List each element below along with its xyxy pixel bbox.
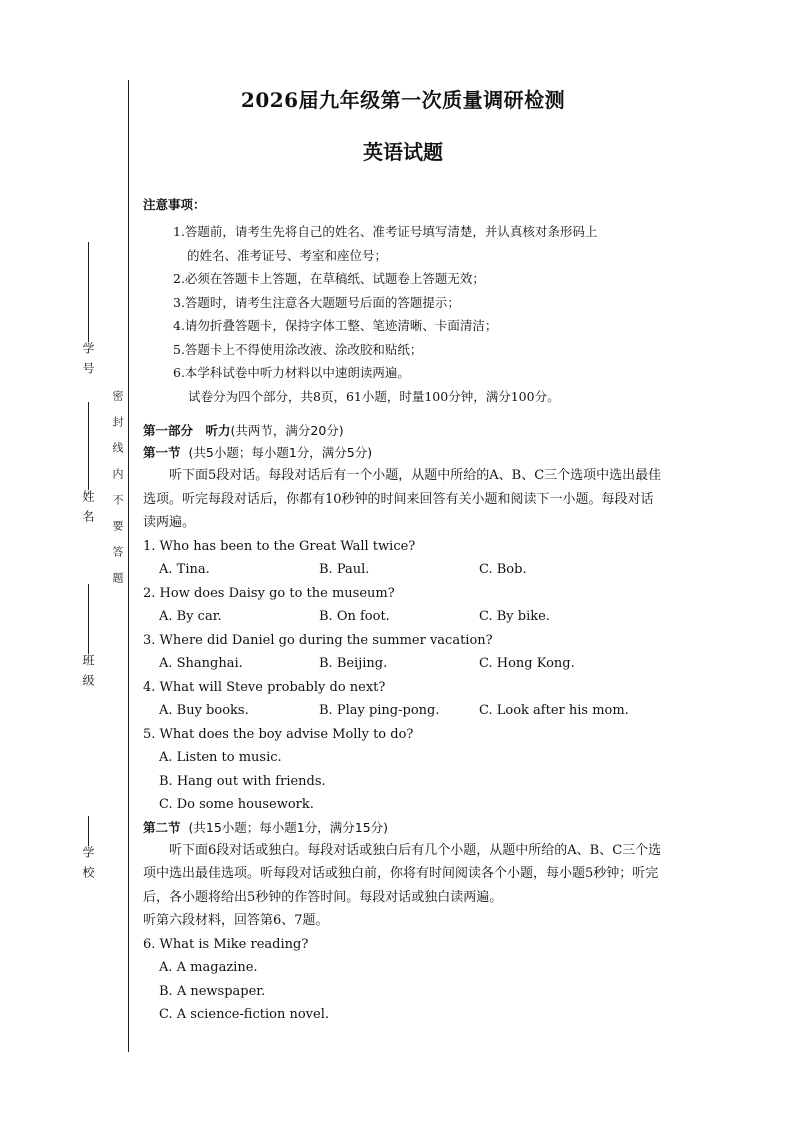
page-subtitle: 英语试题 [363,140,443,164]
section-label: 第一节 [143,445,181,460]
option-row [143,558,663,582]
part-info: (共两节，满分20分) [230,423,344,438]
notice-text: 6.本学科试卷中听力材料以中速朗读两遍。 [173,365,410,380]
option[interactable]: C. Hong Kong. [479,656,575,671]
option[interactable]: A. Buy books. [159,703,249,718]
page-title: 2026届九年级第一次质量调研检测 [240,88,566,112]
question: 1. Who has been to the Great Wall twice? [143,538,416,554]
option[interactable]: A. Tina. [159,562,210,577]
question: 3. Where did Daniel go during the summer vacation? [143,632,493,648]
binding-line [128,80,129,1052]
option-row [143,652,663,676]
option[interactable]: C. Bob. [479,562,527,577]
question: 4. What will Steve probably do next? [143,679,386,695]
notice-text: 1.答题前，请考生先将自己的姓名、准考证号填写清楚，并认真核对条形码上 [173,224,598,239]
exam-paper [143,84,663,1027]
option[interactable]: B. Hang out with friends. [159,773,326,789]
field-line [88,816,89,846]
notice-list [143,220,663,385]
question: 2. How does Daisy go to the museum? [143,585,395,601]
field-student-number[interactable] [80,238,96,382]
option[interactable]: C. By bike. [479,609,550,624]
notice-text: 2.必须在答题卡上答题，在草稿纸、试题卷上答题无效； [173,271,485,286]
option[interactable]: B. Play ping-pong. [319,703,440,718]
section-info: (共15小题；每小题1分，满分15分) [188,819,389,835]
notice-item [173,314,663,338]
field-line [88,584,89,654]
notice-item [173,267,663,291]
section-heading [143,442,663,464]
option[interactable]: B. Paul. [319,562,370,577]
seal-line-warning: 密封线内不要答题 [111,390,124,598]
option-row [143,605,663,629]
section-heading [143,817,663,839]
option[interactable]: B. On foot. [319,609,390,624]
field-label-school: 学校 [81,846,95,886]
field-school[interactable] [80,812,96,886]
part-label: 第一部分 听力 [143,423,231,438]
option-row [143,699,663,723]
question: 6. What is Mike reading? [143,936,309,952]
notice-item [173,338,663,362]
notice-text: 3.答题时，请考生注意各大题题号后面的答题提示； [173,294,460,310]
notice-item [173,361,663,385]
exam-summary: 试卷分为四个部分，共8页，61小题，时量100分钟，满分100分。 [188,388,560,404]
question: 5. What does the boy advise Molly to do? [143,726,414,742]
option[interactable]: A. Listen to music. [159,750,282,765]
notice-heading: 注意事项： [143,197,206,212]
option[interactable]: C. Look after his mom. [479,703,629,718]
option[interactable]: C. Do some housework. [159,797,314,812]
field-label-name: 姓名 [81,490,95,530]
notice-text: 5.答题卡上不得使用涂改液、涂改胶和贴纸； [173,341,423,357]
option[interactable]: A. By car. [159,609,222,624]
part-heading [143,420,663,442]
material-note: 听第六段材料，回答第6、7题。 [143,913,329,928]
field-class[interactable] [80,580,96,694]
section-instructions: 听下面6段对话或独白。每段对话或独白后有几个小题，从题中所给的A、B、C三个选项中选出最佳选项。听每段对话或独白前，你将有时间阅读各个小题，每小题5秒钟；听完后，各小题将给出5秒钟的作答时间。每段对话或独白读两遍。 [143,842,662,905]
field-line [88,242,89,342]
field-line [88,402,89,490]
field-label-class: 班级 [81,654,95,694]
field-name[interactable] [80,398,96,530]
option[interactable]: B. Beijing. [319,656,388,671]
option[interactable]: C. A science-fiction novel. [159,1007,330,1022]
notice-text: 4.请勿折叠答题卡，保持字体工整、笔迹清晰、卡面清洁； [173,318,498,333]
notice-text-cont: 的姓名、准考证号、考室和座位号； [187,247,388,263]
notice-item [173,220,663,267]
option[interactable]: A. Shanghai. [159,656,243,671]
field-label-student-number: 学号 [81,342,95,382]
section-info: (共5小题；每小题1分，满分5分) [188,445,373,460]
option[interactable]: A. A magazine. [159,960,258,975]
option[interactable]: B. A newspaper. [159,983,266,999]
section-label: 第二节 [143,819,181,835]
notice-item [173,291,663,315]
section-instructions: 听下面5段对话。每段对话后有一个小题，从题中所给的A、B、C三个选项中选出最佳选项。听完每段对话后，你都有10秒钟的时间来回答有关小题和阅读下一小题。每段对话读两遍。 [143,468,662,530]
